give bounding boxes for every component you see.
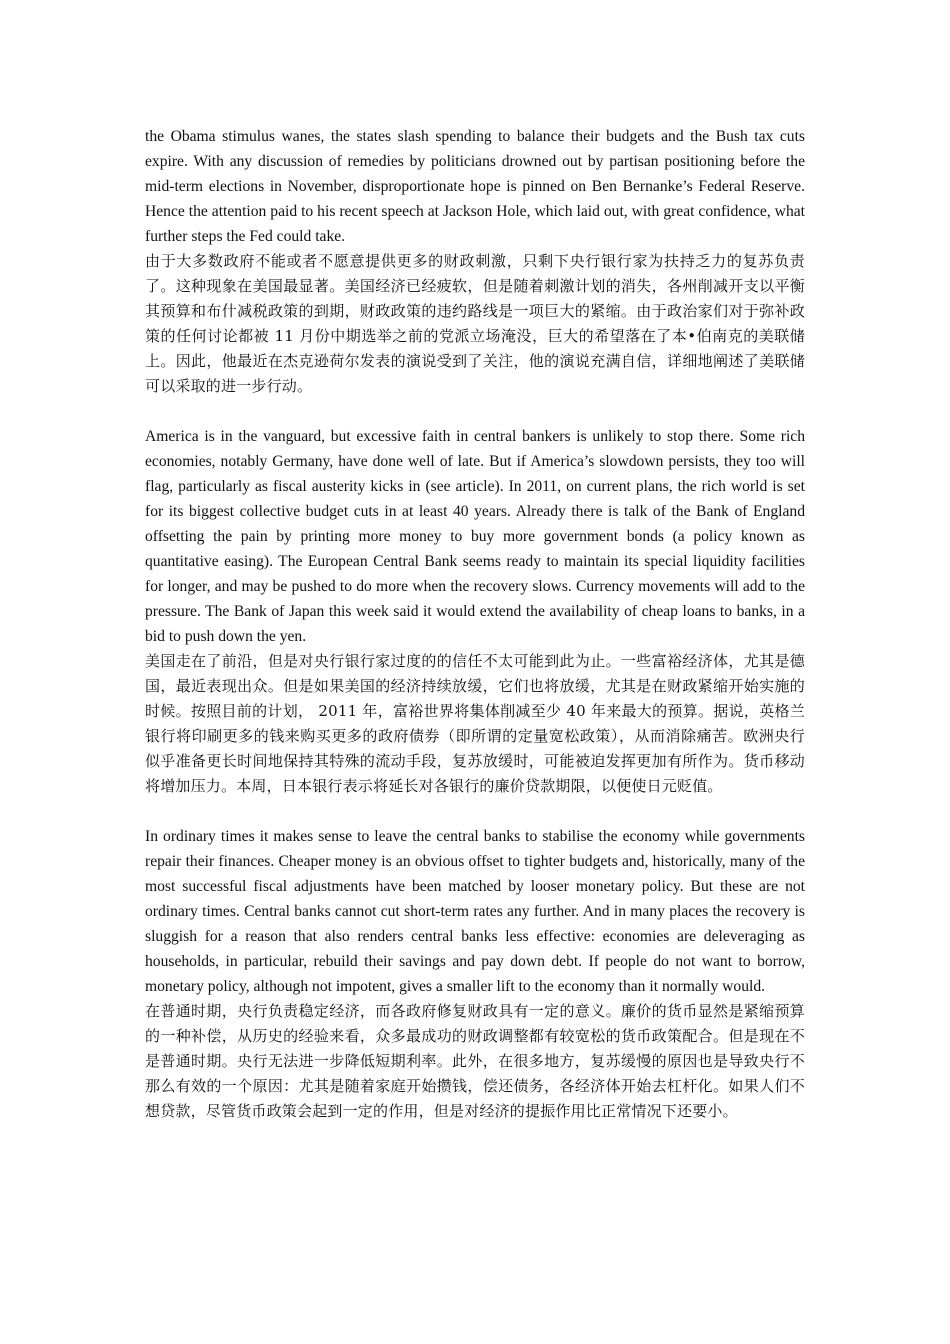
paragraph-spacer	[145, 399, 805, 424]
paragraph-pair-2	[145, 424, 805, 799]
document-page	[145, 124, 805, 1124]
chinese-paragraph: 美国走在了前沿，但是对央行银行家过度的的信任不太可能到此为止。一些富裕经济体，尤其是德国，最近表现出众。但是如果美国的经济持续放缓，它们也将放缓，尤其是在财政紧缩开始实施的时候。按照目前的计划， 2011 年，富裕世界将集体削减至少 40 年来最大的预算。据说，英格兰银行将印刷更多的钱来购买更多的政府债券（即所谓的定量宽松政策），从而消除痛苦。欧洲央行似乎准备更长时间地保持其特殊的流动手段，复苏放缓时，可能被迫发挥更加有所作为。货币移动将增加压力。本周，日本银行表示将延长对各银行的廉价贷款期限，以便使日元贬值。	[145, 652, 805, 795]
english-paragraph: In ordinary times it makes sense to leave the central banks to stabilise the economy while governments repair their finances. Cheaper money is an obvious offset to tighter budgets and, historically, many of the most successful fiscal adjustments have been matched by looser monetary policy. But these are not ordinary times. Central banks cannot cut short-term rates any further. And in many places the recovery is sluggish for a reason that also renders central banks less effective: economies are deleveraging as households, in particular, rebuild their savings and pay down debt. If people do not want to borrow, monetary policy, although not impotent, gives a smaller lift to the economy than it normally would.	[145, 828, 805, 995]
english-paragraph: the Obama stimulus wanes, the states slash spending to balance their budgets and the Bush tax cuts expire. With any discussion of remedies by politicians drowned out by partisan positioning before the mid-term elections in November, disproportionate hope is pinned on Ben Bernanke’s Federal Reserve. Hence the attention paid to his recent speech at Jackson Hole, which laid out, with great confidence, what further steps the Fed could take.	[145, 128, 805, 245]
chinese-paragraph: 在普通时期，央行负责稳定经济，而各政府修复财政具有一定的意义。廉价的货币显然是紧缩预算的一种补偿，从历史的经验来看，众多最成功的财政调整都有较宽松的货币政策配合。但是现在不是普通时期。央行无法进一步降低短期利率。此外，在很多地方，复苏缓慢的原因也是导致央行不那么有效的一个原因：尤其是随着家庭开始攒钱，偿还债务，各经济体开始去杠杆化。如果人们不想贷款，尽管货币政策会起到一定的作用，但是对经济的提振作用比正常情况下还要小。	[145, 1002, 805, 1120]
english-paragraph: America is in the vanguard, but excessive faith in central bankers is unlikely to stop there. Some rich economies, notably Germany, have done well of late. But if America’s slowdown persists, they too will flag, particularly as fiscal austerity kicks in (see article). In 2011, on current plans, the rich world is set for its biggest collective budget cuts in at least 40 years. Already there is talk of the Bank of England offsetting the pain by printing more money to buy more government bonds (a policy known as quantitative easing). The European Central Bank seems ready to maintain its special liquidity facilities for longer, and may be pushed to do more when the recovery slows. Currency movements will add to the pressure. The Bank of Japan this week said it would extend the availability of cheap loans to banks, in a bid to push down the yen.	[145, 428, 805, 645]
chinese-paragraph: 由于大多数政府不能或者不愿意提供更多的财政刺激，只剩下央行银行家为扶持乏力的复苏负责了。这种现象在美国最显著。美国经济已经疲软，但是随着刺激计划的消失，各州削减开支以平衡其预算和布什减税政策的到期，财政政策的违约路线是一项巨大的紧缩。由于政治家们对于弥补政策的任何讨论都被 11 月份中期选举之前的党派立场淹没，巨大的希望落在了本•伯南克的美联储上。因此，他最近在杰克逊荷尔发表的演说受到了关注，他的演说充满自信，详细地阐述了美联储可以采取的进一步行动。	[145, 252, 805, 395]
paragraph-spacer	[145, 799, 805, 824]
paragraph-pair-1	[145, 124, 805, 399]
paragraph-pair-3	[145, 824, 805, 1124]
